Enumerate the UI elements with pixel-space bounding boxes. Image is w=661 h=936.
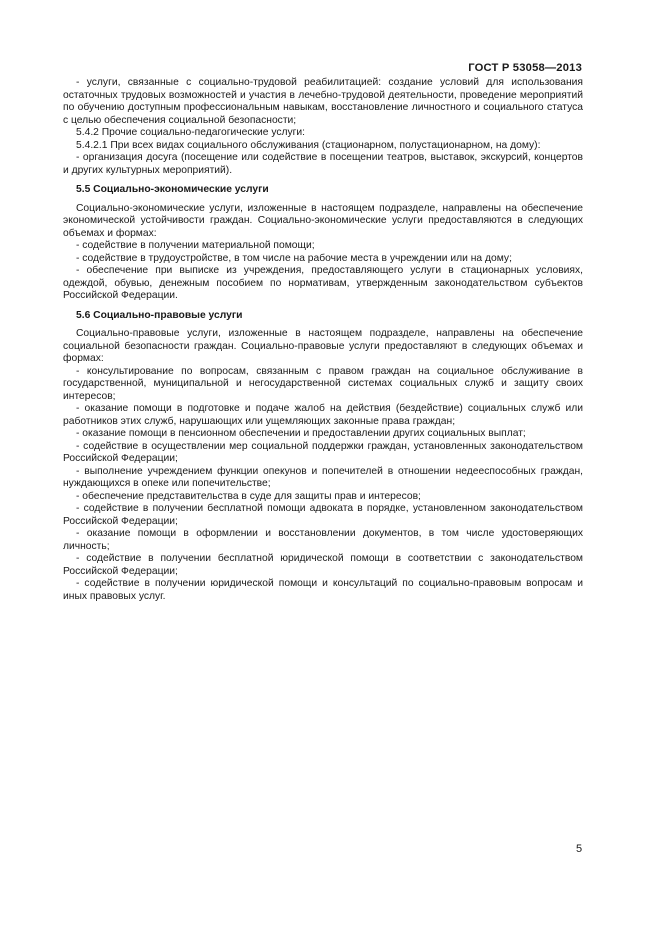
document-body [63,77,583,603]
list-item: - содействие в получении юридической помощи и консультаций по социально-правовым вопросам и иных правовых услуг. [63,578,583,602]
list-item: - организация досуга (посещение или содействие в посещении театров, выставок, экскурсий, концертов и других культурных мероприятий). [63,152,583,176]
document-header: ГОСТ Р 53058—2013 [468,62,582,74]
clause-title: 5.4.2.1 При всех видах социального обслуживания (стационарном, полустационарном, на дому): [76,139,541,151]
list-item: - содействие в получении материальной помощи; [76,240,315,251]
list-item: - содействие в трудоустройстве, в том числе на рабочие места в учреждении или на дому; [76,252,512,264]
list-item: - содействие в получении бесплатной помощи адвоката в порядке, установленном законодательством Российской Федерации; [63,503,583,527]
list-item: - содействие в осуществлении мер социальной поддержки граждан, установленных законодательством Российской Федерации; [63,440,583,464]
list-item: - содействие в получении бесплатной юридической помощи в соответствии с законодательством Российской Федерации; [63,553,583,577]
list-item: - оказание помощи в пенсионном обеспечении и предоставлении других социальных выплат; [76,428,526,439]
page-number: 5 [576,843,583,855]
list-item: - обеспечение при выписке из учреждения, предоставляющего услуги в стационарных условиях, одеждой, обувью, денежным пособием по нормативам, утвержденным законодательством субъектов Российской Федерации. [63,265,583,301]
paragraph: Социально-экономические услуги, изложенные в настоящем подразделе, направлены на обеспечение экономической устойчивости граждан. Социально-экономические услуги предоставляются в следующих объемах и формах: [63,202,583,239]
list-item: - выполнение учреждением функции опекунов и попечителей в отношении недееспособных граждан, нуждающихся в опеке или попечительстве; [63,465,583,489]
list-item: - оказание помощи в подготовке и подаче жалоб на действия (бездействие) социальных служб или работников этих служб, нарушающих или ущемляющих законные права граждан; [63,403,583,427]
clause-title: 5.4.2 Прочие социально-педагогические услуги: [76,127,306,138]
section-heading: 5.6 Социально-правовые услуги [76,309,243,321]
list-item: - консультирование по вопросам, связанным с правом граждан на социальное обслуживание в государственной, муниципальной и негосударственной системах социальных служб и защиту своих интересов; [63,365,583,402]
paragraph: Социально-правовые услуги, изложенные в настоящем подразделе, направлены на обеспечение социальной безопасности граждан. Социально-правовые услуги предоставляют в следующих объемах и формах: [63,328,583,364]
list-item: - оказание помощи в оформлении и восстановлении документов, в том числе удостоверяющих личность; [63,528,583,552]
section-heading: 5.5 Социально-экономические услуги [76,184,269,195]
list-item: - обеспечение представительства в суде для защиты прав и интересов; [76,490,421,502]
list-item: - услуги, связанные с социально-трудовой реабилитацией: создание условий для использования остаточных трудовых возможностей и участия в лечебно-трудовой деятельности, проведение мероприятий по обучению доступным профессиональным навыкам, восстановление личностного и социального статуса с целью обеспечения социальной безопасности; [63,77,583,126]
